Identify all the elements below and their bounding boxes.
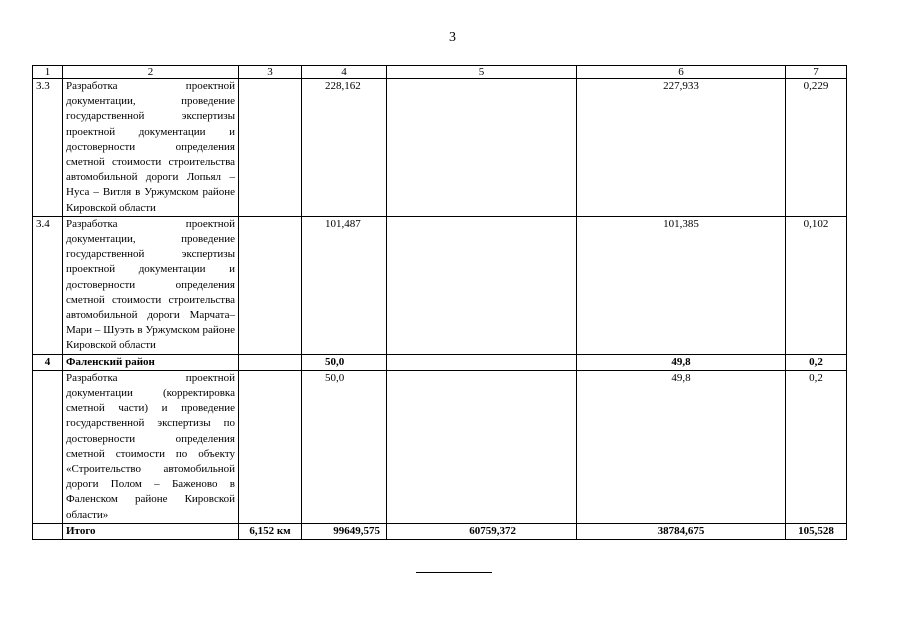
row-number: 3.3 bbox=[33, 79, 63, 217]
district-regional-amount: 49,8 bbox=[577, 354, 786, 370]
total-length: 6,152 км bbox=[239, 523, 302, 539]
row-regional-amount: 49,8 bbox=[577, 370, 786, 523]
total-label: Итого bbox=[63, 523, 239, 539]
row-local-amount: 0,2 bbox=[786, 370, 847, 523]
column-header: 4 bbox=[302, 66, 387, 79]
row-description: Разработка проектной документации, проведение государственной экспертизы проектной документации и достоверности определения сметной стоимости строительства автомобильной дороги Марчата–Мари – Шуэть в Уржумском районе Кировской области bbox=[63, 216, 239, 354]
total-regional-amount: 38784,675 bbox=[577, 523, 786, 539]
district-number: 4 bbox=[33, 354, 63, 370]
district-local-amount: 0,2 bbox=[786, 354, 847, 370]
district-length bbox=[239, 354, 302, 370]
end-divider bbox=[416, 572, 492, 573]
page-number: 3 bbox=[449, 30, 456, 45]
total-amount: 99649,575 bbox=[302, 523, 387, 539]
column-header: 3 bbox=[239, 66, 302, 79]
row-length bbox=[239, 216, 302, 354]
row-description: Разработка проектной документации (корректировка сметной части) и проведение государственной экспертизы по достоверности определения сметной стоимости по объекту «Строительство автомобильной дороги Полом – Баженово в Фаленском районе Кировской области» bbox=[63, 370, 239, 523]
table-row bbox=[33, 216, 847, 354]
row-federal-amount bbox=[387, 79, 577, 217]
row-total-amount: 101,487 bbox=[302, 216, 387, 354]
total-number bbox=[33, 523, 63, 539]
row-federal-amount bbox=[387, 370, 577, 523]
row-local-amount: 0,102 bbox=[786, 216, 847, 354]
column-header: 6 bbox=[577, 66, 786, 79]
column-header: 2 bbox=[63, 66, 239, 79]
row-total-amount: 50,0 bbox=[302, 370, 387, 523]
row-length bbox=[239, 370, 302, 523]
row-number bbox=[33, 370, 63, 523]
row-regional-amount: 227,933 bbox=[577, 79, 786, 217]
district-name: Фаленский район bbox=[63, 354, 239, 370]
row-length bbox=[239, 79, 302, 217]
district-total-amount: 50,0 bbox=[302, 354, 387, 370]
total-row bbox=[33, 523, 847, 539]
district-row bbox=[33, 354, 847, 370]
column-header: 1 bbox=[33, 66, 63, 79]
row-regional-amount: 101,385 bbox=[577, 216, 786, 354]
column-header: 5 bbox=[387, 66, 577, 79]
row-federal-amount bbox=[387, 216, 577, 354]
row-description: Разработка проектной документации, проведение государственной экспертизы проектной документации и достоверности определения сметной стоимости строительства автомобильной дороги Лопьял – Нуса – Витля в Уржумском районе Кировской области bbox=[63, 79, 239, 217]
row-total-amount: 228,162 bbox=[302, 79, 387, 217]
total-local-amount: 105,528 bbox=[786, 523, 847, 539]
column-header: 7 bbox=[786, 66, 847, 79]
table-row bbox=[33, 79, 847, 217]
budget-table bbox=[32, 65, 847, 540]
district-federal-amount bbox=[387, 354, 577, 370]
column-number-row bbox=[33, 66, 847, 79]
total-federal-amount: 60759,372 bbox=[387, 523, 577, 539]
row-number: 3.4 bbox=[33, 216, 63, 354]
table-row bbox=[33, 370, 847, 523]
row-local-amount: 0,229 bbox=[786, 79, 847, 217]
